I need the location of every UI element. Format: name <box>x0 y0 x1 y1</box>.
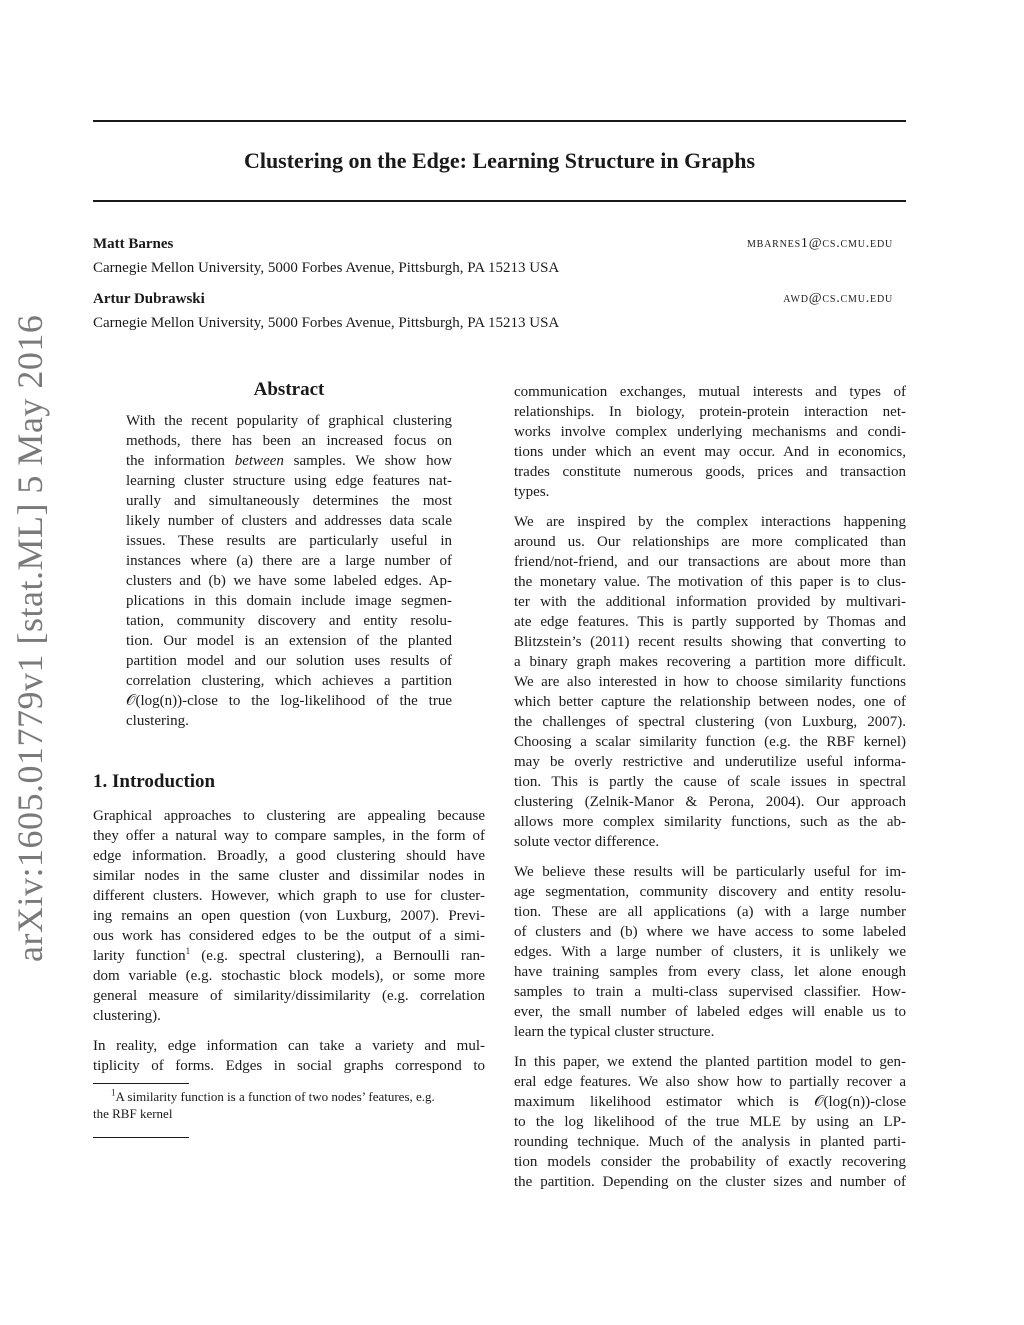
title-rule-top <box>93 120 906 122</box>
arxiv-stamp: arXiv:1605.01779v1 [stat.ML] 5 May 2016 <box>10 314 50 962</box>
text-line: We are also interested in how to choose similarity functions <box>514 674 906 690</box>
text-line: the monetary value. The motivation of this paper is to clus- <box>514 574 906 590</box>
abstract-line: correlation clustering, which achieves a partition <box>126 673 452 689</box>
text-line: similar nodes in the same cluster and dissimilar nodes in <box>93 868 485 884</box>
text-line: clustering). <box>93 1008 161 1024</box>
text-line: allows more complex similarity functions, such as the ab- <box>514 814 906 830</box>
abstract-line: likely number of clusters and addresses data scale <box>126 513 452 529</box>
text-line: age segmentation, community discovery and entity resolu- <box>514 884 906 900</box>
text-line: We believe these results will be particularly useful for im- <box>514 864 906 880</box>
abstract-line: methods, there has been an increased focus on <box>126 433 452 449</box>
abstract-line: urally and simultaneously determines the most <box>126 493 452 509</box>
text-line: have training samples from every class, let alone enough <box>514 964 906 980</box>
body-paragraph <box>514 382 906 502</box>
intro-paragraph <box>93 1036 485 1076</box>
author-email[interactable]: mbarnes1@cs.cmu.edu <box>746 236 893 251</box>
text-line: may be overly restrictive and underutilize useful informa- <box>514 754 906 770</box>
text-line: learn the typical cluster structure. <box>514 1024 715 1040</box>
text-line: trades constitute numerous goods, prices and transaction <box>514 464 906 480</box>
text-line: dom variable (e.g. stochastic block models), or some more <box>93 968 485 984</box>
footnote-text: A similarity function is a function of two nodes’ features, e.g. <box>115 1089 435 1104</box>
text-line: the partition. Depending on the cluster sizes and number of <box>514 1174 906 1190</box>
author-affiliation: Carnegie Mellon University, 5000 Forbes Avenue, Pittsburgh, PA 15213 USA <box>93 260 560 276</box>
text-line: We are inspired by the complex interactions happening <box>514 514 906 530</box>
text-line: edges. With a large number of clusters, it is unlikely we <box>514 944 906 960</box>
text-line: solute vector difference. <box>514 834 660 850</box>
text-line: to the log likelihood of the true MLE by using an LP- <box>514 1114 906 1130</box>
abstract-line: tation, community discovery and entity resolu- <box>126 613 452 629</box>
text-line: they offer a natural way to compare samples, in the form of <box>93 828 485 844</box>
text-line: ous work has considered edges to be the output of a simi- <box>93 928 485 944</box>
text-line: ter with the additional information provided by multivari- <box>514 594 906 610</box>
author-name: Artur Dubrawski <box>93 291 205 307</box>
abstract-line: the information between samples. We show how <box>126 453 452 469</box>
abstract-line: partition model and our solution uses results of <box>126 653 452 669</box>
abstract-line: instances where (a) there are a large number of <box>126 553 452 569</box>
text-line: maximum likelihood estimator which is 𝒪(log(n))-close <box>514 1094 906 1110</box>
abstract-line: clustering. <box>126 713 189 729</box>
footnote-marker[interactable]: 1 <box>185 946 191 956</box>
footnote-text: the RBF kernel <box>93 1106 173 1121</box>
text-line: the challenges of spectral clustering (von Luxburg, 2007). <box>514 714 906 730</box>
text-line: different clusters. However, which graph to use for cluster- <box>93 888 485 904</box>
text-line: larity function$^1$ (e.g. spectral clustering), a Bernoulli ran- <box>93 946 485 964</box>
text-line: ever, the small number of labeled edges will enable us to <box>514 1004 906 1020</box>
text-line: eral edge features. We also show how to partially recover a <box>514 1074 906 1090</box>
text-line: tiplicity of forms. Edges in social graphs correspond to <box>93 1058 485 1074</box>
abstract-line: With the recent popularity of graphical clustering <box>126 413 452 429</box>
body-paragraph <box>514 1052 906 1192</box>
author-affiliation: Carnegie Mellon University, 5000 Forbes Avenue, Pittsburgh, PA 15213 USA <box>93 315 560 331</box>
text-line: communication exchanges, mutual interests and types of <box>514 384 906 400</box>
author-email[interactable]: awd@cs.cmu.edu <box>783 291 893 306</box>
text-line: ate edge features. This is partly supported by Thomas and <box>514 614 906 630</box>
text-line: friend/not-friend, and our transactions are about more than <box>514 554 906 570</box>
text-line: tion. This is partly the cause of scale issues in spectral <box>514 774 906 790</box>
text-line: tion. These are all applications (a) with a large number <box>514 904 906 920</box>
abstract-line: tion. Our model is an extension of the planted <box>126 633 452 649</box>
text-line: a binary graph makes recovering a partition more difficult. <box>514 654 906 670</box>
section-heading: 1. Introduction <box>93 771 216 792</box>
abstract-line: 𝒪(log(n))-close to the log-likelihood of the true <box>126 693 452 709</box>
text-line: edge information. Broadly, a good clustering should have <box>93 848 485 864</box>
text-line: In this paper, we extend the planted partition model to gen- <box>514 1054 906 1070</box>
author-name: Matt Barnes <box>93 236 174 252</box>
abstract-heading: Abstract <box>253 379 325 400</box>
text-line: In reality, edge information can take a variety and mul- <box>93 1038 485 1054</box>
body-paragraph <box>514 862 906 1042</box>
title-rule-bottom <box>93 200 906 202</box>
text-line: types. <box>514 484 550 500</box>
text-line: which better capture the relationship between nodes, one of <box>514 694 906 710</box>
abstract-line: issues. These results are particularly useful in <box>126 533 452 549</box>
text-line: tion models consider the probability of exactly recovering <box>514 1154 906 1170</box>
footnote-rule <box>93 1137 189 1138</box>
text-line: Graphical approaches to clustering are appealing because <box>93 808 485 824</box>
abstract-body <box>126 411 452 731</box>
text-line: rounding technique. Much of the analysis in planted parti- <box>514 1134 906 1150</box>
text-line: samples to train a multi-class supervised classifier. How- <box>514 984 906 1000</box>
text-line: Choosing a scalar similarity function (e.g. the RBF kernel) <box>514 734 906 750</box>
text-line: clustering (Zelnik-Manor & Perona, 2004). Our approach <box>514 794 906 810</box>
abstract-line: plications in this domain include image segmen- <box>126 593 452 609</box>
footnote <box>93 1088 485 1122</box>
text-line: tions under which an event may occur. And in economics, <box>514 444 906 460</box>
text-line: Blitzstein’s (2011) recent results showing that converting to <box>514 634 906 650</box>
body-paragraph <box>514 512 906 852</box>
text-line: works involve complex underlying mechanisms and condi- <box>514 424 906 440</box>
abstract-line: clusters and (b) we have some labeled edges. Ap- <box>126 573 452 589</box>
footnote-mark: 1 <box>111 1087 116 1098</box>
text-line: ing remains an open question (von Luxburg, 2007). Previ- <box>93 908 485 924</box>
text-line: relationships. In biology, protein-protein interaction net- <box>514 404 906 420</box>
abstract-line: learning cluster structure using edge features nat- <box>126 473 452 489</box>
text-line: around us. Our relationships are more complicated than <box>514 534 906 550</box>
text-line: of clusters and (b) where we have access to some labeled <box>514 924 906 940</box>
intro-paragraph <box>93 806 485 1026</box>
text-line: general measure of similarity/dissimilarity (e.g. correlation <box>93 988 485 1004</box>
footnote-rule <box>93 1083 189 1084</box>
paper-title: Clustering on the Edge: Learning Structure in Graphs <box>243 148 756 173</box>
